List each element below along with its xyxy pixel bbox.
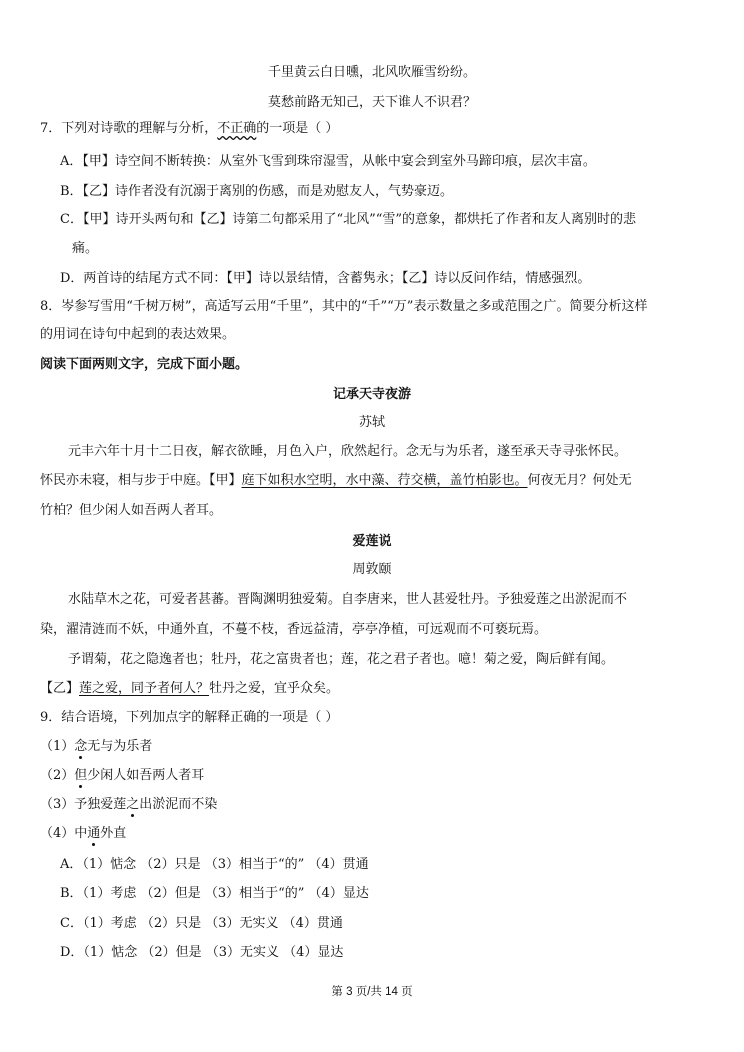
text1-author: 苏轼 — [358, 415, 385, 430]
dotted-character: 但 — [74, 768, 88, 783]
passage-text: 牡丹之爱，宜乎众矣。 — [209, 681, 340, 696]
text2-paragraph: 予谓菊，花之隐逸者也；牡丹，花之富贵者也；莲，花之君子者也。噫！菊之爱，陶后鲜有闻。 — [68, 652, 615, 667]
option-d: D．两首诗的结尾方式不同：【甲】诗以景结情，含蓄隽永；【乙】诗以反问作结，情感强烈。 — [60, 271, 591, 286]
text1-title: 记承天寺夜游 — [332, 387, 411, 402]
stem-text: 7．下列对诗歌的理解与分析， — [40, 121, 218, 136]
question-8-cont: 的用词在诗句中起到的表达效果。 — [40, 327, 236, 342]
dotted-character: 通 — [87, 826, 101, 841]
question-7-stem — [40, 120, 338, 138]
passage-text: 何夜无月？何处无 — [527, 473, 632, 488]
option-a: A．（1）惦念 （2）只是 （3）相当于“的” （4）贯通 — [60, 857, 369, 872]
option-a: A．【甲】诗空间不断转换：从室外飞雪到珠帘湿雪，从帐中宴会到室外马蹄印痕，层次丰富。 — [60, 154, 596, 169]
item-text: （3）予独爱莲 — [40, 797, 127, 812]
dotted-character: 念 — [74, 739, 88, 754]
item-text: 无与为乐者 — [87, 739, 153, 754]
text2-paragraph: 水陆草木之花，可爱者甚蕃。晋陶渊明独爱菊。自李唐来，世人甚爱牡丹。予独爱莲之出淤泥而不 — [68, 592, 628, 607]
passage-text: 怀民亦未寝，相与步于中庭。【甲】 — [40, 473, 242, 488]
dotted-character: 之 — [126, 797, 140, 812]
text1-paragraph — [40, 472, 632, 490]
page-number: 第 3 页/共 14 页 — [331, 986, 413, 998]
item-text: 外直 — [100, 826, 127, 841]
item-text: 出淤泥而不染 — [139, 797, 218, 812]
item-text: （2） — [40, 768, 75, 783]
stem-text: 的一项是（ ） — [256, 121, 339, 136]
text1-paragraph: 元丰六年十月十二日夜，解衣欲睡，月色入户，欣然起行。念无与为乐者，遂至承天寺寻张怀民。 — [68, 444, 628, 459]
question-9-item — [40, 796, 217, 814]
item-text: （4）中 — [40, 826, 88, 841]
option-b: B．（1）考虑 （2）但是 （3）相当于“的” （4）显达 — [60, 886, 369, 901]
emphasis-text: 不正确 — [217, 121, 257, 136]
question-9-item — [40, 767, 204, 785]
question-8: 8．岑参写雪用“千树万树”，高适写云用“千里”，其中的“千”“万”表示数量之多或范围之广。简要分析这样 — [40, 299, 648, 314]
option-d: D．（1）惦念 （2）但是 （3）无实义 （4）显达 — [60, 945, 344, 960]
text1-paragraph: 竹柏？但少闲人如吾两人者耳。 — [40, 503, 223, 518]
text2-paragraph — [40, 680, 339, 698]
poem-line: 莫愁前路无知己，天下谁人不识君？ — [267, 95, 476, 110]
reading-instruction: 阅读下面两则文字，完成下面小题。 — [40, 357, 249, 372]
option-c: C．（1）考虑 （2）只是 （3）无实义 （4）贯通 — [60, 916, 343, 931]
poem-line: 千里黄云白日曛，北风吹雁雪纷纷。 — [267, 65, 476, 80]
option-c-cont: 痛。 — [72, 241, 99, 256]
underlined-sentence: 庭下如积水空明，水中藻、荇交横，盖竹柏影也。 — [241, 473, 528, 488]
underlined-sentence: 莲之爱，同予者何人？ — [79, 681, 210, 696]
question-9-stem: 9．结合语境，下列加点字的解释正确的一项是（ ） — [40, 710, 339, 725]
text2-paragraph: 染，濯清涟而不妖，中通外直，不蔓不枝，香远益清，亭亭净植，可远观而不可亵玩焉。 — [40, 622, 548, 637]
option-b: B．【乙】诗作者没有沉溺于离别的伤感，而是劝慰友人，气势豪迈。 — [60, 184, 454, 199]
item-text: 少闲人如吾两人者耳 — [87, 768, 205, 783]
text2-author: 周敦颐 — [352, 562, 392, 577]
question-9-item — [40, 738, 152, 756]
text2-title: 爱莲说 — [352, 534, 392, 549]
passage-text: 【乙】 — [40, 681, 80, 696]
item-text: （1） — [40, 739, 75, 754]
question-9-item — [40, 825, 126, 843]
option-c: C．【甲】诗开头两句和【乙】诗第二句都采用了“北风”“雪”的意象，都烘托了作者和友人离别时的悲 — [60, 212, 637, 227]
